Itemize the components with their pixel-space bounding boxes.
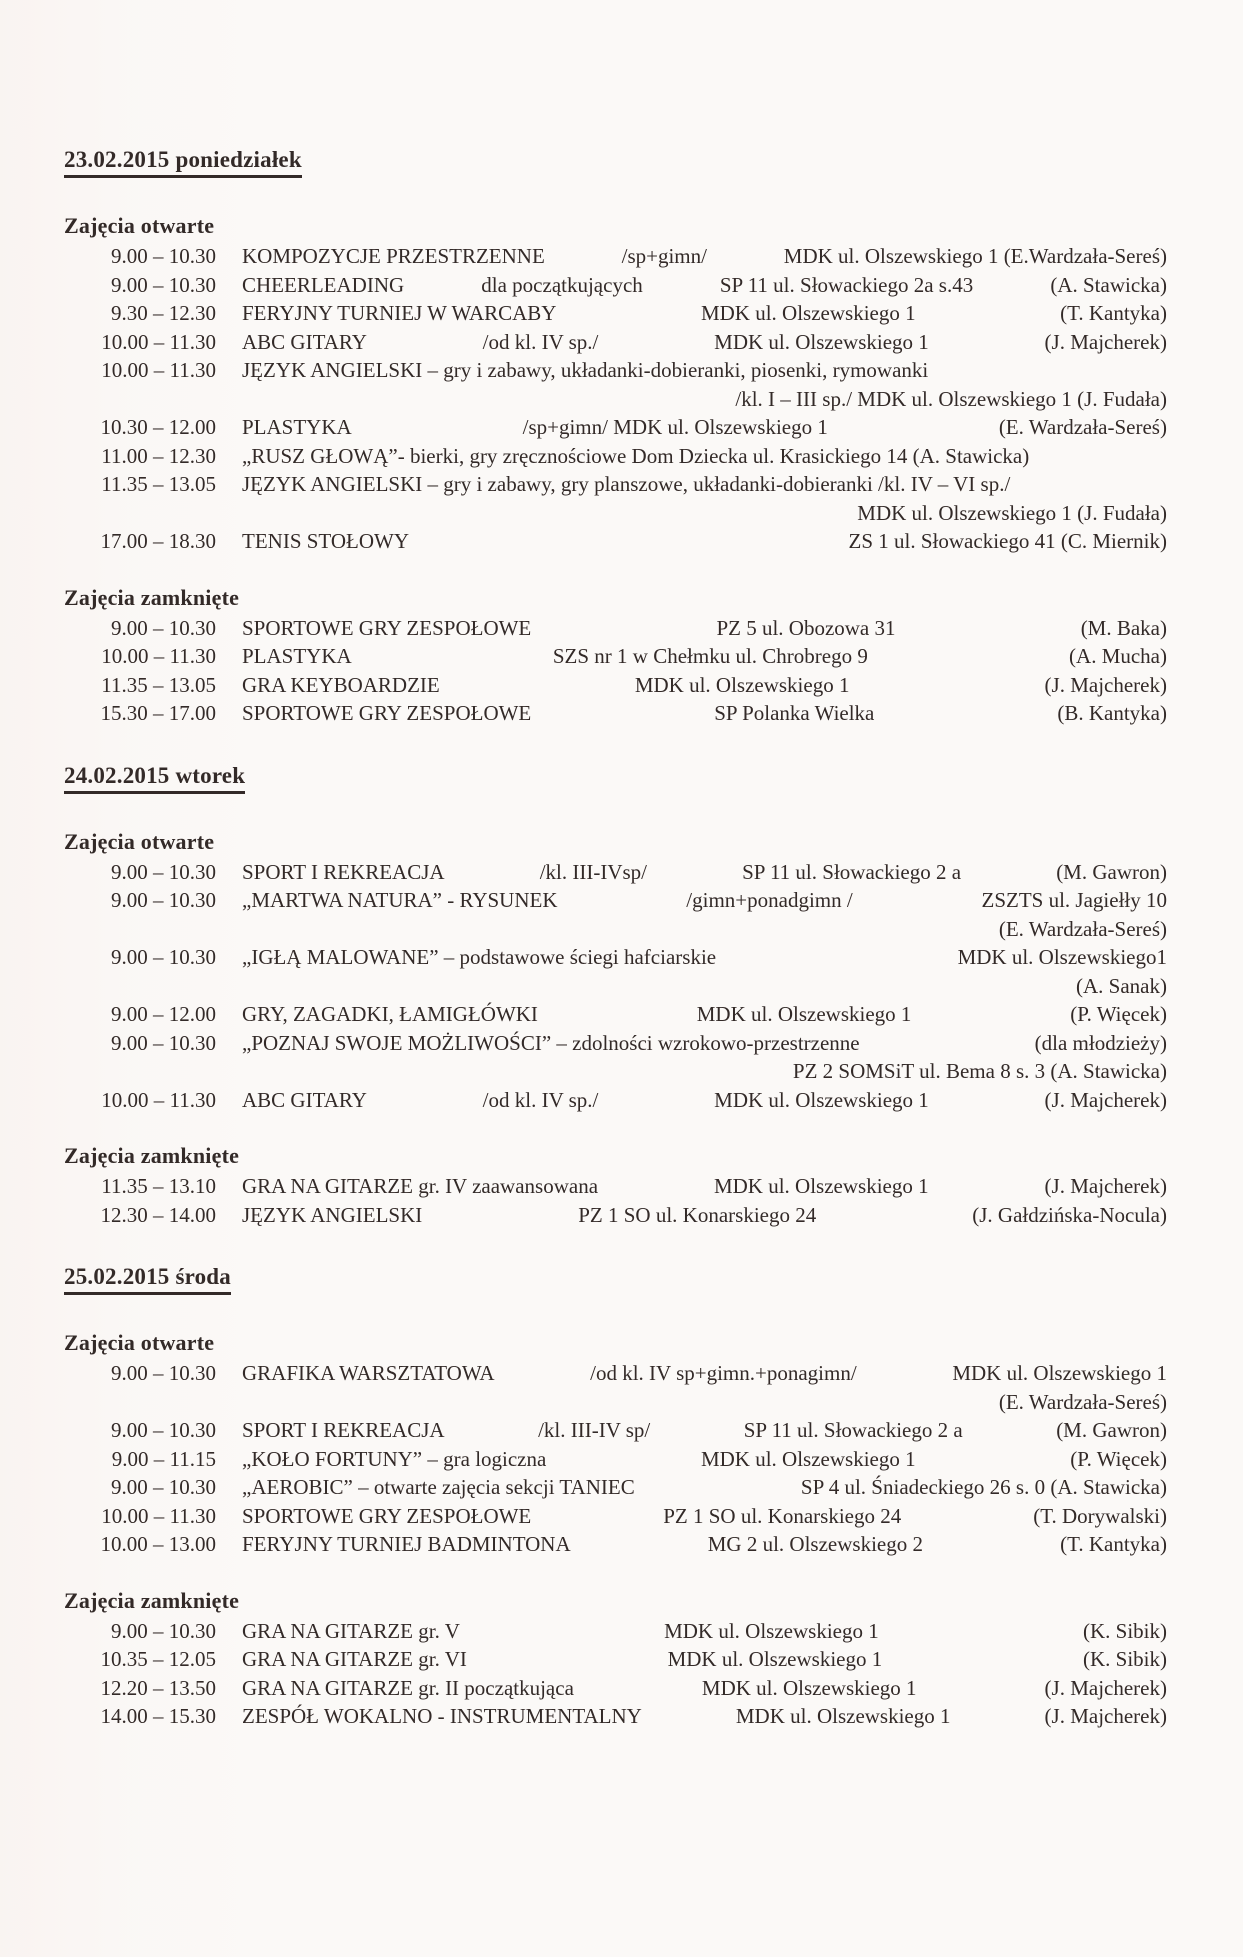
group-heading: Zajęcia otwarte	[64, 1330, 215, 1355]
schedule-row	[64, 356, 1167, 385]
row-segment: TENIS STOŁOWY	[242, 529, 410, 553]
row-time: 9.00 – 10.30	[111, 1361, 216, 1385]
row-time: 10.00 – 11.30	[101, 644, 216, 668]
row-time: 10.00 – 11.30	[101, 358, 216, 382]
row-body	[242, 1617, 1167, 1646]
row-segment: SP Polanka Wielka	[714, 701, 875, 725]
date-heading	[64, 1263, 1167, 1295]
row-body	[242, 1029, 1167, 1058]
row-body	[242, 1702, 1167, 1731]
group-open-sessions	[64, 828, 1167, 1115]
schedule-row	[64, 886, 1167, 915]
row-segment: MDK ul. Olszewskiego 1	[634, 672, 850, 697]
row-body	[242, 886, 1167, 915]
row-segment: SPORTOWE GRY ZESPOŁOWE	[242, 701, 532, 725]
row-segment: (B. Kantyka)	[1057, 701, 1167, 725]
row-body	[242, 1502, 1167, 1531]
row-segment: ZESPÓŁ WOKALNO - INSTRUMENTALNY	[242, 1704, 642, 1728]
row-segment: SZS nr 1 w Chełmku ul. Chrobrego 9	[552, 644, 868, 668]
group-open-sessions	[64, 1329, 1167, 1559]
schedule-row	[64, 299, 1167, 328]
schedule-row	[64, 1473, 1167, 1502]
row-time: 9.30 – 12.30	[111, 301, 216, 325]
row-segment: MDK ul. Olszewskiego 1	[664, 1618, 879, 1643]
row-segment: SPORTOWE GRY ZESPOŁOWE	[242, 615, 532, 640]
row-continuation	[64, 1388, 1167, 1417]
row-segment: /sp+gimn/ MDK ul. Olszewskiego 1	[522, 415, 828, 439]
schedule-row	[64, 527, 1167, 556]
row-body	[242, 1201, 1167, 1230]
row-body	[242, 1530, 1167, 1559]
row-body	[242, 242, 1167, 271]
row-segment: PZ 1 SO ul. Konarskiego 24	[663, 1503, 902, 1528]
schedule-row	[64, 242, 1167, 271]
date-heading	[64, 762, 1167, 794]
row-segment: ZSZTS ul. Jagiełły 10	[981, 888, 1167, 912]
row-body	[242, 1416, 1167, 1445]
row-time: 9.00 – 12.00	[111, 1002, 216, 1026]
row-body	[242, 1359, 1167, 1388]
row-segment: /od kl. IV sp./	[482, 329, 599, 354]
row-segment: SP 11 ul. Słowackiego 2 a	[743, 1418, 963, 1442]
schedule-row	[64, 614, 1167, 643]
row-time: 11.35 – 13.05	[101, 672, 216, 697]
row-time: 10.00 – 13.00	[100, 1532, 216, 1556]
row-segment: MDK ul. Olszewskiego 1	[714, 329, 929, 354]
row-segment: JĘZYK ANGIELSKI	[242, 1202, 423, 1227]
row-time: 9.00 – 10.30	[111, 859, 216, 884]
row-time: 9.00 – 10.30	[111, 1618, 216, 1643]
row-body	[242, 1674, 1167, 1703]
schedule-row	[64, 413, 1167, 442]
group-heading: Zajęcia zamknięte	[64, 1143, 240, 1168]
row-time: 9.00 – 11.15	[111, 1446, 216, 1471]
schedule-row	[64, 1617, 1167, 1646]
row-body	[242, 1172, 1167, 1201]
row-time: 12.20 – 13.50	[100, 1675, 216, 1700]
row-time: 15.30 – 17.00	[100, 701, 216, 725]
row-segment: „POZNAJ SWOJE MOŻLIWOŚCI” – zdolności wzrokowo-przestrzenne	[242, 1030, 860, 1055]
row-body	[242, 1473, 1167, 1502]
row-segment: (E. Wardzała-Sereś)	[998, 916, 1167, 941]
row-segment: „MARTWA NATURA” - RYSUNEK	[242, 888, 558, 912]
row-body	[242, 1086, 1167, 1115]
row-time: 10.35 – 12.05	[100, 1647, 216, 1671]
schedule-row	[64, 1201, 1167, 1230]
row-body	[242, 1000, 1167, 1029]
row-time: 11.00 – 12.30	[101, 443, 216, 468]
row-time: 9.00 – 10.30	[111, 272, 216, 297]
row-segment: SPORT I REKREACJA	[242, 859, 445, 884]
row-body	[242, 858, 1167, 887]
row-body	[242, 271, 1167, 300]
row-segment: MDK ul. Olszewskiego 1	[696, 1002, 912, 1026]
date-heading	[64, 146, 1167, 178]
row-body	[242, 943, 1167, 972]
row-segment: ABC GITARY	[242, 1087, 367, 1112]
row-segment: /od kl. IV sp./	[482, 1087, 599, 1112]
row-segment: SPORT I REKREACJA	[242, 1418, 445, 1442]
row-segment: (T. Kantyka)	[1060, 301, 1167, 325]
row-segment: (A. Mucha)	[1069, 644, 1167, 668]
row-continuation	[64, 972, 1167, 1001]
row-segment: MDK ul. Olszewskiego 1	[701, 1675, 917, 1700]
row-segment: MG 2 ul. Olszewskiego 2	[707, 1532, 923, 1556]
row-segment: (P. Więcek)	[1070, 1446, 1167, 1471]
row-segment: (K. Sibik)	[1082, 1647, 1167, 1671]
row-segment: MDK ul. Olszewskiego 1	[700, 1446, 916, 1471]
schedule-row	[64, 671, 1167, 700]
row-segment: MDK ul. Olszewskiego 1 (E.Wardzała-Sereś)	[783, 244, 1167, 268]
row-body	[64, 385, 1167, 414]
row-segment: (J. Majcherek)	[1044, 1087, 1167, 1112]
schedule-row	[64, 470, 1167, 499]
row-segment: (M. Gawron)	[1056, 859, 1167, 884]
row-segment: (A. Stawicka)	[1050, 272, 1167, 297]
schedule-row	[64, 1530, 1167, 1559]
row-segment: GRY, ZAGADKI, ŁAMIGŁÓWKI	[242, 1002, 538, 1026]
row-body	[242, 413, 1167, 442]
row-body	[242, 1445, 1167, 1474]
schedule-row	[64, 1086, 1167, 1115]
row-body	[242, 356, 1167, 385]
row-continuation	[64, 385, 1167, 414]
schedule-row	[64, 1029, 1167, 1058]
row-segment: dla początkujących	[481, 272, 643, 297]
row-segment: MDK ul. Olszewskiego 1	[714, 1087, 929, 1112]
schedule-row	[64, 1172, 1167, 1201]
row-segment: (M. Gawron)	[1056, 1418, 1167, 1442]
row-body	[242, 614, 1167, 643]
row-body	[64, 1057, 1167, 1086]
schedule-row	[64, 328, 1167, 357]
row-segment: FERYJNY TURNIEJ BADMINTONA	[242, 1532, 571, 1556]
row-segment: ZS 1 ul. Słowackiego 41 (C. Miernik)	[848, 529, 1167, 553]
row-segment: (J. Majcherek)	[1044, 1675, 1167, 1700]
row-segment: MDK ul. Olszewskiego 1	[952, 1361, 1167, 1385]
date-heading-text: 25.02.2015 środa	[64, 1263, 231, 1295]
group-heading: Zajęcia zamknięte	[64, 1587, 240, 1613]
day-section	[64, 1263, 1167, 1731]
row-segment: GRA NA GITARZE gr. V	[242, 1618, 460, 1643]
schedule-row	[64, 1502, 1167, 1531]
row-segment: SP 11 ul. Słowackiego 2 a	[742, 859, 962, 884]
row-time: 17.00 – 18.30	[100, 529, 216, 553]
row-segment: „IGŁĄ MALOWANE” – podstawowe ściegi hafciarskie	[242, 945, 717, 969]
row-segment: MDK ul. Olszewskiego 1	[700, 301, 916, 325]
row-time: 10.30 – 12.00	[100, 415, 216, 439]
schedule-row	[64, 1000, 1167, 1029]
row-segment: GRA NA GITARZE gr. VI	[242, 1647, 467, 1671]
row-segment: „KOŁO FORTUNY” – gra logiczna	[242, 1446, 547, 1471]
row-body	[242, 328, 1167, 357]
row-segment: PZ 5 ul. Obozowa 31	[716, 615, 896, 640]
schedule-row	[64, 1674, 1167, 1703]
row-segment: (E. Wardzała-Sereś)	[998, 1389, 1167, 1414]
row-time: 9.00 – 10.30	[111, 615, 216, 640]
row-time: 10.00 – 11.30	[101, 329, 216, 354]
group-heading: Zajęcia otwarte	[64, 828, 215, 854]
row-continuation	[64, 1057, 1167, 1086]
row-segment: (dla młodzieży)	[1034, 1030, 1167, 1055]
row-body	[242, 442, 1167, 471]
row-time: 14.00 – 15.30	[100, 1704, 216, 1728]
schedule-row	[64, 1645, 1167, 1674]
row-segment: (J. Majcherek)	[1044, 1704, 1167, 1728]
schedule-row	[64, 642, 1167, 671]
row-body	[242, 299, 1167, 328]
group-heading: Zajęcia otwarte	[64, 213, 215, 238]
row-time: 9.00 – 10.30	[111, 1418, 216, 1442]
row-time: 11.35 – 13.05	[101, 472, 216, 496]
row-segment: CHEERLEADING	[242, 272, 405, 297]
row-segment: /od kl. IV sp+gimn.+ponagimn/	[590, 1361, 857, 1385]
row-segment: (J. Majcherek)	[1044, 672, 1167, 697]
row-segment: „AEROBIC” – otwarte zajęcia sekcji TANIEC	[242, 1475, 635, 1499]
row-segment: JĘZYK ANGIELSKI – gry i zabawy, gry planszowe, układanki-dobieranki /kl. IV – VI sp./	[242, 472, 1011, 496]
row-segment: (J. Majcherek)	[1044, 329, 1167, 354]
row-segment: /kl. III-IV sp/	[538, 1418, 651, 1442]
row-segment: SP 4 ul. Śniadeckiego 26 s. 0 (A. Stawicka)	[800, 1475, 1167, 1499]
row-continuation	[64, 915, 1167, 944]
schedule-row	[64, 943, 1167, 972]
day-section	[64, 762, 1167, 1230]
row-segment: SP 11 ul. Słowackiego 2a s.43	[719, 272, 974, 297]
row-segment: MDK ul. Olszewskiego 1 (J. Fudała)	[857, 500, 1167, 525]
row-segment: ABC GITARY	[242, 329, 367, 354]
group-closed-sessions	[64, 1142, 1167, 1229]
schedule-row	[64, 1416, 1167, 1445]
row-segment: MDK ul. Olszewskiego 1	[735, 1704, 951, 1728]
row-body	[242, 1645, 1167, 1674]
row-body	[64, 972, 1167, 1001]
row-time: 12.30 – 14.00	[100, 1202, 216, 1227]
group-closed-sessions	[64, 584, 1167, 728]
schedule-row	[64, 1445, 1167, 1474]
row-body	[242, 470, 1167, 499]
row-segment: (T. Dorywalski)	[1033, 1503, 1167, 1528]
row-segment: PLASTYKA	[242, 644, 352, 668]
row-segment: „RUSZ GŁOWĄ”- bierki, gry zręcznościowe Dom Dziecka ul. Krasickiego 14 (A. Stawicka)	[242, 443, 1030, 468]
row-segment: (K. Sibik)	[1082, 1618, 1167, 1643]
row-segment: /sp+gimn/	[621, 244, 707, 268]
row-continuation	[64, 499, 1167, 528]
row-segment: PLASTYKA	[242, 415, 352, 439]
row-segment: GRAFIKA WARSZTATOWA	[242, 1361, 495, 1385]
row-segment: (E. Wardzała-Sereś)	[998, 415, 1167, 439]
row-segment: (P. Więcek)	[1070, 1002, 1167, 1026]
schedule-row	[64, 1359, 1167, 1388]
schedule-row	[64, 858, 1167, 887]
row-time: 9.00 – 10.30	[111, 1030, 216, 1055]
row-segment: MDK ul. Olszewskiego 1	[713, 1174, 929, 1198]
row-segment: /kl. I – III sp./ MDK ul. Olszewskiego 1 (J. Fudała)	[735, 386, 1167, 411]
row-segment: FERYJNY TURNIEJ W WARCABY	[242, 301, 557, 325]
row-segment: (J. Majcherek)	[1044, 1174, 1167, 1198]
row-segment: GRA NA GITARZE gr. II początkująca	[242, 1675, 574, 1700]
row-segment: (J. Gałdzińska-Nocula)	[972, 1202, 1167, 1227]
row-segment: SPORTOWE GRY ZESPOŁOWE	[242, 1503, 532, 1528]
schedule-row	[64, 442, 1167, 471]
row-segment: (A. Sanak)	[1076, 973, 1167, 998]
row-time: 9.00 – 10.30	[111, 945, 216, 969]
schedule-row	[64, 1702, 1167, 1731]
schedule-row	[64, 271, 1167, 300]
group-heading: Zajęcia zamknięte	[64, 584, 240, 610]
row-segment: /gimn+ponadgimn /	[686, 888, 853, 912]
row-segment: (M. Baka)	[1080, 615, 1167, 640]
row-body	[64, 499, 1167, 528]
day-section	[64, 146, 1167, 728]
date-heading-text: 24.02.2015 wtorek	[64, 762, 245, 794]
row-segment: GRA KEYBOARDZIE	[242, 672, 440, 697]
row-body	[242, 671, 1167, 700]
row-segment: GRA NA GITARZE gr. IV zaawansowana	[242, 1174, 599, 1198]
row-time: 9.00 – 10.30	[111, 888, 216, 912]
schedule	[64, 146, 1167, 1731]
row-time: 9.00 – 10.30	[111, 1475, 216, 1499]
row-segment: (T. Kantyka)	[1060, 1532, 1167, 1556]
row-body	[242, 642, 1167, 671]
row-segment: /kl. III-IVsp/	[539, 859, 647, 884]
row-body	[64, 915, 1167, 944]
row-segment: MDK ul. Olszewskiego 1	[667, 1647, 883, 1671]
group-open-sessions	[64, 212, 1167, 556]
row-segment: PZ 1 SO ul. Konarskiego 24	[578, 1202, 817, 1227]
group-closed-sessions	[64, 1587, 1167, 1731]
row-segment: MDK ul. Olszewskiego1	[957, 945, 1167, 969]
row-time: 10.00 – 11.30	[101, 1503, 216, 1528]
row-segment: KOMPOZYCJE PRZESTRZENNE	[242, 244, 545, 268]
row-body	[64, 1388, 1167, 1417]
row-time: 10.00 – 11.30	[101, 1087, 216, 1112]
row-body	[242, 699, 1167, 728]
date-heading-text: 23.02.2015 poniedziałek	[64, 146, 302, 178]
row-time: 11.35 – 13.10	[101, 1174, 216, 1198]
row-time: 9.00 – 10.30	[111, 244, 216, 268]
row-segment: JĘZYK ANGIELSKI – gry i zabawy, układanki-dobieranki, piosenki, rymowanki	[242, 358, 929, 382]
row-segment: PZ 2 SOMSiT ul. Bema 8 s. 3 (A. Stawicka)	[792, 1059, 1167, 1083]
row-body	[242, 527, 1167, 556]
schedule-row	[64, 699, 1167, 728]
